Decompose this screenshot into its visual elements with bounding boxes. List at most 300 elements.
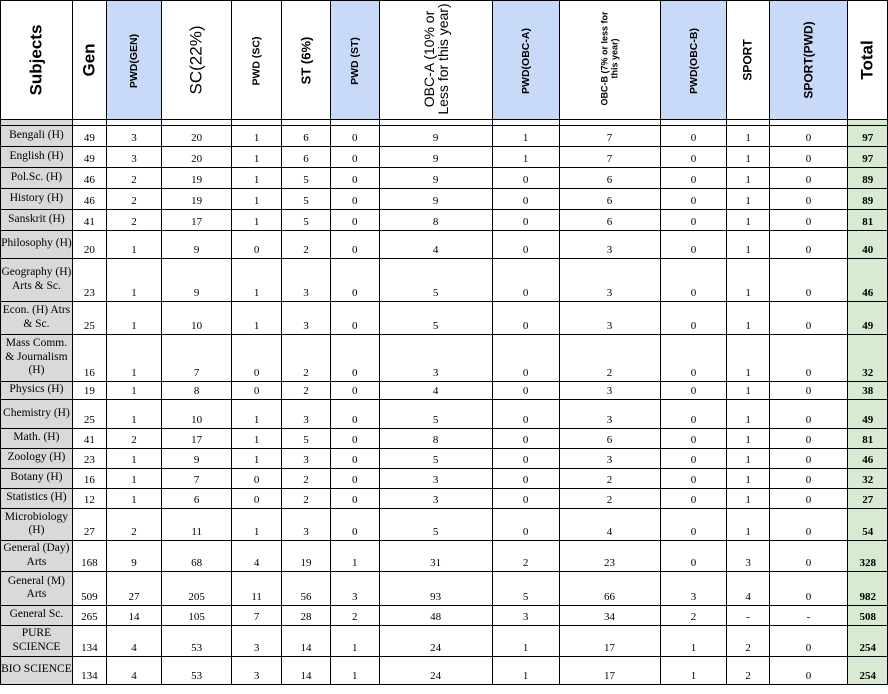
pwd-gen-cell: 1 (106, 335, 161, 382)
obc-b-cell: 6 (559, 189, 660, 210)
obc-b-cell: 3 (559, 259, 660, 302)
sc-cell: 7 (162, 335, 232, 382)
obc-a-cell: 8 (379, 210, 492, 231)
pwd-sc-cell: 1 (232, 259, 282, 302)
sc-cell: 11 (162, 509, 232, 541)
sc-cell: 53 (162, 657, 232, 685)
pwd-obc-a-cell: 1 (492, 626, 559, 657)
gen-cell: 41 (72, 429, 106, 449)
obc-a-cell: 31 (379, 541, 492, 572)
pwd-obc-b-cell: 2 (660, 606, 727, 626)
obc-b-cell: 2 (559, 469, 660, 489)
obc-b-cell: 17 (559, 657, 660, 685)
table-row (1, 335, 888, 382)
header-pwd-obc-b: PWD(OBC-B) (660, 1, 727, 120)
sport-pwd-cell: 0 (769, 657, 847, 685)
sport-pwd-cell: 0 (769, 509, 847, 541)
pwd-obc-a-cell: 0 (492, 469, 559, 489)
pwd-obc-a-cell: 2 (492, 541, 559, 572)
sport-cell: 1 (727, 210, 769, 231)
pwd-sc-cell: 1 (232, 147, 282, 168)
pwd-obc-b-cell: 0 (660, 541, 727, 572)
st-cell: 6 (282, 147, 331, 168)
pwd-obc-a-cell: 1 (492, 147, 559, 168)
header-subjects: Subjects (1, 1, 73, 120)
sport-cell: 1 (727, 231, 769, 259)
total-cell: 32 (848, 335, 888, 382)
sport-cell: 1 (727, 400, 769, 429)
pwd-obc-b-cell: 3 (660, 572, 727, 606)
header-total: Total (848, 1, 888, 120)
total-cell: 32 (848, 469, 888, 489)
pwd-st-cell: 0 (330, 168, 379, 189)
sport-pwd-cell: 0 (769, 335, 847, 382)
table-row (1, 168, 888, 189)
subject-cell: Statistics (H) (1, 489, 73, 509)
obc-b-cell: 3 (559, 302, 660, 335)
pwd-obc-b-cell: 0 (660, 469, 727, 489)
pwd-sc-cell: 1 (232, 302, 282, 335)
pwd-obc-b-cell: 0 (660, 210, 727, 231)
sport-pwd-cell: 0 (769, 429, 847, 449)
gen-cell: 509 (72, 572, 106, 606)
subject-cell: Geography (H) Arts & Sc. (1, 259, 73, 302)
pwd-gen-cell: 3 (106, 147, 161, 168)
pwd-obc-a-cell: 3 (492, 606, 559, 626)
pwd-obc-a-cell: 0 (492, 429, 559, 449)
total-cell: 89 (848, 168, 888, 189)
header-st: ST (6%) (282, 1, 331, 120)
sc-cell: 19 (162, 168, 232, 189)
header-sc: SC(22%) (162, 1, 232, 120)
obc-b-cell: 17 (559, 626, 660, 657)
total-cell: 49 (848, 400, 888, 429)
st-cell: 3 (282, 302, 331, 335)
table-row (1, 189, 888, 210)
sport-cell: 1 (727, 335, 769, 382)
sc-cell: 9 (162, 231, 232, 259)
gen-cell: 27 (72, 509, 106, 541)
st-cell: 3 (282, 509, 331, 541)
subject-cell: History (H) (1, 189, 73, 210)
pwd-gen-cell: 27 (106, 572, 161, 606)
pwd-gen-cell: 1 (106, 259, 161, 302)
table-body (1, 120, 888, 685)
pwd-obc-b-cell: 0 (660, 429, 727, 449)
obc-b-cell: 7 (559, 126, 660, 147)
obc-b-cell: 3 (559, 449, 660, 469)
sport-pwd-cell: 0 (769, 489, 847, 509)
table-row (1, 429, 888, 449)
pwd-st-cell: 0 (330, 509, 379, 541)
pwd-obc-a-cell: 0 (492, 382, 559, 400)
pwd-sc-cell: 7 (232, 606, 282, 626)
pwd-st-cell: 0 (330, 335, 379, 382)
sport-cell: - (727, 606, 769, 626)
pwd-obc-b-cell: 0 (660, 489, 727, 509)
sport-cell: 1 (727, 126, 769, 147)
subject-cell: Mass Comm. & Journalism (H) (1, 335, 73, 382)
pwd-st-cell: 0 (330, 449, 379, 469)
obc-a-cell: 9 (379, 168, 492, 189)
gen-cell: 23 (72, 259, 106, 302)
subject-cell: Physics (H) (1, 382, 73, 400)
sc-cell: 19 (162, 189, 232, 210)
gen-cell: 12 (72, 489, 106, 509)
gen-cell: 49 (72, 147, 106, 168)
pwd-sc-cell: 1 (232, 449, 282, 469)
sport-cell: 1 (727, 382, 769, 400)
pwd-sc-cell: 1 (232, 126, 282, 147)
sport-cell: 2 (727, 657, 769, 685)
obc-b-cell: 23 (559, 541, 660, 572)
st-cell: 19 (282, 541, 331, 572)
pwd-gen-cell: 2 (106, 168, 161, 189)
pwd-st-cell: 0 (330, 231, 379, 259)
sc-cell: 68 (162, 541, 232, 572)
st-cell: 5 (282, 210, 331, 231)
subject-cell: BIO SCIENCE (1, 657, 73, 685)
subject-cell: Econ. (H) Atrs & Sc. (1, 302, 73, 335)
pwd-st-cell: 0 (330, 429, 379, 449)
header-pwd-sc: PWD (SC) (232, 1, 282, 120)
header-pwd-obc-a: PWD(OBC-A) (492, 1, 559, 120)
subject-cell: English (H) (1, 147, 73, 168)
sport-pwd-cell: 0 (769, 541, 847, 572)
pwd-obc-b-cell: 0 (660, 449, 727, 469)
pwd-sc-cell: 1 (232, 429, 282, 449)
subject-cell: Microbiology (H) (1, 509, 73, 541)
sport-pwd-cell: 0 (769, 210, 847, 231)
pwd-obc-a-cell: 0 (492, 449, 559, 469)
st-cell: 14 (282, 626, 331, 657)
st-cell: 56 (282, 572, 331, 606)
pwd-obc-a-cell: 0 (492, 210, 559, 231)
pwd-obc-a-cell: 0 (492, 168, 559, 189)
obc-a-cell: 8 (379, 429, 492, 449)
table-row (1, 572, 888, 606)
pwd-sc-cell: 1 (232, 168, 282, 189)
pwd-st-cell: 1 (330, 541, 379, 572)
sport-pwd-cell: 0 (769, 400, 847, 429)
subject-cell: Zoology (H) (1, 449, 73, 469)
sc-cell: 9 (162, 259, 232, 302)
pwd-obc-a-cell: 0 (492, 400, 559, 429)
pwd-sc-cell: 1 (232, 400, 282, 429)
sport-pwd-cell: 0 (769, 168, 847, 189)
sport-cell: 1 (727, 509, 769, 541)
st-cell: 3 (282, 400, 331, 429)
total-cell: 254 (848, 657, 888, 685)
table-row (1, 231, 888, 259)
total-cell: 328 (848, 541, 888, 572)
st-cell: 5 (282, 168, 331, 189)
obc-a-cell: 3 (379, 335, 492, 382)
header-sport-pwd: SPORT(PWD) (769, 1, 847, 120)
pwd-obc-b-cell: 0 (660, 168, 727, 189)
st-cell: 3 (282, 449, 331, 469)
gen-cell: 25 (72, 400, 106, 429)
pwd-gen-cell: 2 (106, 429, 161, 449)
sport-pwd-cell: 0 (769, 147, 847, 168)
pwd-obc-a-cell: 0 (492, 189, 559, 210)
table-row (1, 606, 888, 626)
pwd-st-cell: 0 (330, 259, 379, 302)
pwd-gen-cell: 1 (106, 400, 161, 429)
obc-a-cell: 4 (379, 382, 492, 400)
pwd-obc-a-cell: 0 (492, 231, 559, 259)
total-cell: 81 (848, 429, 888, 449)
sc-cell: 7 (162, 469, 232, 489)
subject-cell: General (M) Arts (1, 572, 73, 606)
pwd-gen-cell: 4 (106, 626, 161, 657)
sc-cell: 10 (162, 400, 232, 429)
pwd-st-cell: 0 (330, 189, 379, 210)
sport-cell: 1 (727, 168, 769, 189)
subject-cell: Chemistry (H) (1, 400, 73, 429)
obc-b-cell: 3 (559, 382, 660, 400)
sc-cell: 17 (162, 210, 232, 231)
pwd-obc-b-cell: 0 (660, 382, 727, 400)
header-gen: Gen (72, 1, 106, 120)
gen-cell: 46 (72, 189, 106, 210)
obc-a-cell: 5 (379, 509, 492, 541)
pwd-sc-cell: 1 (232, 189, 282, 210)
pwd-obc-b-cell: 0 (660, 147, 727, 168)
obc-b-cell: 4 (559, 509, 660, 541)
sport-cell: 1 (727, 449, 769, 469)
table-row (1, 400, 888, 429)
pwd-obc-a-cell: 1 (492, 657, 559, 685)
obc-a-cell: 5 (379, 302, 492, 335)
pwd-gen-cell: 1 (106, 382, 161, 400)
obc-b-cell: 2 (559, 489, 660, 509)
total-cell: 97 (848, 126, 888, 147)
gen-cell: 25 (72, 302, 106, 335)
sport-cell: 3 (727, 541, 769, 572)
total-cell: 54 (848, 509, 888, 541)
subject-cell: Botany (H) (1, 469, 73, 489)
pwd-sc-cell: 0 (232, 231, 282, 259)
st-cell: 2 (282, 382, 331, 400)
sport-pwd-cell: 0 (769, 231, 847, 259)
header-sport: SPORT (727, 1, 769, 120)
sc-cell: 105 (162, 606, 232, 626)
header-obc-b: OBC-B (7% or less for this year) (559, 1, 660, 120)
obc-a-cell: 9 (379, 189, 492, 210)
sc-cell: 10 (162, 302, 232, 335)
sport-cell: 1 (727, 302, 769, 335)
pwd-obc-a-cell: 0 (492, 489, 559, 509)
gen-cell: 16 (72, 469, 106, 489)
pwd-gen-cell: 3 (106, 126, 161, 147)
pwd-obc-b-cell: 1 (660, 657, 727, 685)
pwd-st-cell: 0 (330, 489, 379, 509)
subject-cell: Pol.Sc. (H) (1, 168, 73, 189)
pwd-obc-b-cell: 0 (660, 335, 727, 382)
pwd-obc-b-cell: 0 (660, 189, 727, 210)
pwd-obc-a-cell: 1 (492, 126, 559, 147)
header-pwd-st: PWD (ST) (330, 1, 379, 120)
total-cell: 254 (848, 626, 888, 657)
gen-cell: 168 (72, 541, 106, 572)
pwd-gen-cell: 9 (106, 541, 161, 572)
pwd-sc-cell: 3 (232, 626, 282, 657)
pwd-gen-cell: 2 (106, 509, 161, 541)
obc-b-cell: 2 (559, 335, 660, 382)
sc-cell: 9 (162, 449, 232, 469)
gen-cell: 23 (72, 449, 106, 469)
table-row (1, 382, 888, 400)
table-row (1, 259, 888, 302)
pwd-obc-b-cell: 0 (660, 509, 727, 541)
sport-pwd-cell: 0 (769, 469, 847, 489)
obc-a-cell: 9 (379, 147, 492, 168)
st-cell: 2 (282, 489, 331, 509)
pwd-obc-a-cell: 0 (492, 302, 559, 335)
pwd-gen-cell: 1 (106, 302, 161, 335)
total-cell: 38 (848, 382, 888, 400)
obc-b-cell: 6 (559, 210, 660, 231)
obc-a-cell: 5 (379, 449, 492, 469)
table-row (1, 626, 888, 657)
pwd-obc-b-cell: 1 (660, 626, 727, 657)
table-row (1, 126, 888, 147)
pwd-sc-cell: 1 (232, 509, 282, 541)
total-cell: 27 (848, 489, 888, 509)
pwd-st-cell: 1 (330, 657, 379, 685)
pwd-obc-b-cell: 0 (660, 400, 727, 429)
obc-b-cell: 34 (559, 606, 660, 626)
gen-cell: 134 (72, 626, 106, 657)
table-row (1, 541, 888, 572)
pwd-gen-cell: 2 (106, 189, 161, 210)
pwd-obc-b-cell: 0 (660, 126, 727, 147)
gen-cell: 265 (72, 606, 106, 626)
pwd-st-cell: 0 (330, 469, 379, 489)
pwd-obc-a-cell: 0 (492, 335, 559, 382)
sport-pwd-cell: - (769, 606, 847, 626)
table-row (1, 509, 888, 541)
st-cell: 14 (282, 657, 331, 685)
st-cell: 28 (282, 606, 331, 626)
total-cell: 89 (848, 189, 888, 210)
total-cell: 46 (848, 449, 888, 469)
sc-cell: 8 (162, 382, 232, 400)
header-pwd-gen: PWD(GEN) (106, 1, 161, 120)
sc-cell: 20 (162, 126, 232, 147)
total-cell: 982 (848, 572, 888, 606)
sport-cell: 1 (727, 189, 769, 210)
sport-cell: 1 (727, 489, 769, 509)
header-obc-a: OBC-A (10% or Less for this year) (379, 1, 492, 120)
table-row (1, 657, 888, 685)
gen-cell: 49 (72, 126, 106, 147)
sport-pwd-cell: 0 (769, 302, 847, 335)
sport-cell: 4 (727, 572, 769, 606)
obc-b-cell: 3 (559, 400, 660, 429)
pwd-sc-cell: 4 (232, 541, 282, 572)
sport-cell: 1 (727, 147, 769, 168)
pwd-obc-a-cell: 0 (492, 259, 559, 302)
sc-cell: 6 (162, 489, 232, 509)
pwd-sc-cell: 1 (232, 210, 282, 231)
pwd-sc-cell: 3 (232, 657, 282, 685)
table-row (1, 449, 888, 469)
subject-cell: General (Day) Arts (1, 541, 73, 572)
gen-cell: 16 (72, 335, 106, 382)
pwd-st-cell: 2 (330, 606, 379, 626)
st-cell: 5 (282, 189, 331, 210)
gen-cell: 19 (72, 382, 106, 400)
sport-pwd-cell: 0 (769, 449, 847, 469)
obc-a-cell: 3 (379, 469, 492, 489)
obc-a-cell: 93 (379, 572, 492, 606)
obc-a-cell: 24 (379, 657, 492, 685)
obc-a-cell: 4 (379, 231, 492, 259)
pwd-gen-cell: 14 (106, 606, 161, 626)
sport-pwd-cell: 0 (769, 382, 847, 400)
pwd-st-cell: 0 (330, 126, 379, 147)
pwd-obc-b-cell: 0 (660, 259, 727, 302)
gen-cell: 41 (72, 210, 106, 231)
st-cell: 2 (282, 231, 331, 259)
obc-b-cell: 66 (559, 572, 660, 606)
gen-cell: 20 (72, 231, 106, 259)
obc-a-cell: 5 (379, 259, 492, 302)
st-cell: 6 (282, 126, 331, 147)
sc-cell: 17 (162, 429, 232, 449)
pwd-gen-cell: 1 (106, 489, 161, 509)
subject-cell: General Sc. (1, 606, 73, 626)
sport-cell: 1 (727, 259, 769, 302)
total-cell: 508 (848, 606, 888, 626)
sc-cell: 205 (162, 572, 232, 606)
pwd-gen-cell: 2 (106, 210, 161, 231)
pwd-gen-cell: 1 (106, 449, 161, 469)
pwd-sc-cell: 11 (232, 572, 282, 606)
pwd-st-cell: 1 (330, 626, 379, 657)
pwd-st-cell: 0 (330, 147, 379, 168)
subject-cell: Philosophy (H) (1, 231, 73, 259)
total-cell: 97 (848, 147, 888, 168)
pwd-gen-cell: 1 (106, 231, 161, 259)
table-row (1, 469, 888, 489)
sport-cell: 1 (727, 429, 769, 449)
table-row (1, 302, 888, 335)
table-row (1, 210, 888, 231)
pwd-st-cell: 0 (330, 210, 379, 231)
obc-a-cell: 5 (379, 400, 492, 429)
pwd-st-cell: 0 (330, 400, 379, 429)
subject-cell: PURE SCIENCE (1, 626, 73, 657)
obc-b-cell: 7 (559, 147, 660, 168)
st-cell: 3 (282, 259, 331, 302)
pwd-gen-cell: 1 (106, 469, 161, 489)
total-cell: 49 (848, 302, 888, 335)
sc-cell: 20 (162, 147, 232, 168)
obc-b-cell: 6 (559, 429, 660, 449)
pwd-st-cell: 0 (330, 382, 379, 400)
pwd-sc-cell: 0 (232, 469, 282, 489)
sport-cell: 1 (727, 469, 769, 489)
pwd-obc-b-cell: 0 (660, 231, 727, 259)
obc-a-cell: 3 (379, 489, 492, 509)
pwd-st-cell: 0 (330, 302, 379, 335)
subject-cell: Sanskrit (H) (1, 210, 73, 231)
sport-pwd-cell: 0 (769, 259, 847, 302)
total-cell: 46 (848, 259, 888, 302)
